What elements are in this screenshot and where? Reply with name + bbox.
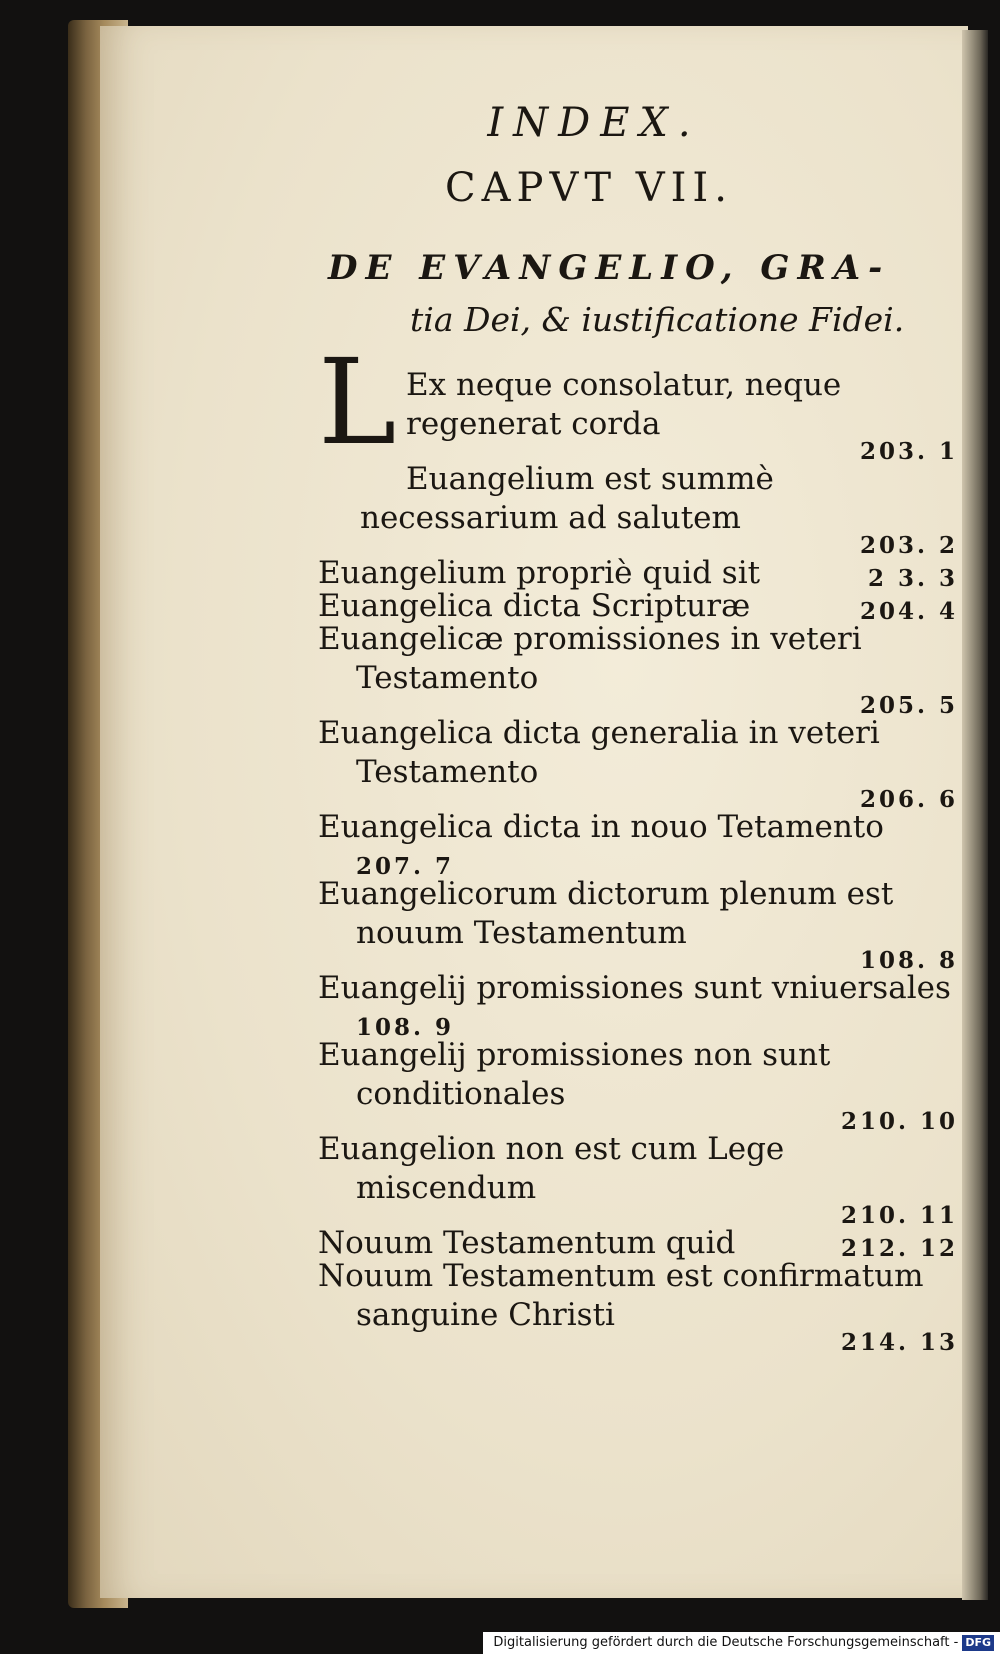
chapter-title-line-2: tia Dei, & iustificatione Fidei. [410,300,905,339]
book-gutter [962,30,988,1600]
entry-page-ref: 203. 2 [859,532,958,559]
index-entry [318,1036,962,1135]
entry-page-ref: 214. 13 [840,1329,958,1356]
running-head: INDEX. [487,100,701,146]
index-entry [318,366,962,465]
entry-text: Euangelica dicta Scripturæ [318,588,751,624]
credit-text: Digitalisierung gefördert durch die Deutsche Forschungsgemeinschaft - [493,1635,959,1650]
entry-text: Nouum Testamentum est confirmatum sanguine Christi [318,1258,924,1333]
entry-text: Euangelij promissiones non sunt conditionales [318,1037,831,1112]
entry-page-ref: 108. 8 [859,947,958,974]
entry-page-ref: 204. 4 [859,598,958,625]
index-entry [318,1257,962,1356]
entry-text: Euangelion non est cum Lege miscendum [318,1131,785,1206]
index-entry [318,714,962,813]
entry-page-ref: 212. 12 [840,1235,958,1262]
index-entry [318,1224,962,1262]
entry-text: Euangelij promissiones sunt vniuersales [318,970,951,1006]
entry-text: Euangelica dicta generalia in veteri Testamento [318,715,880,790]
entry-page-ref: 207. 7 [356,853,455,880]
entry-page-ref: 2 3. 3 [867,565,958,592]
index-entry [318,1130,962,1229]
entry-text: Ex neque consolatur, neque regenerat corda [406,367,842,442]
chapter-title [328,242,964,346]
index-entry [318,808,962,880]
index-entry [318,969,962,1041]
entry-text: Euangelium est summè necessarium ad salutem [360,461,774,536]
entry-page-ref: 205. 5 [859,692,958,719]
index-entry [318,587,962,625]
entry-text: Euangelicæ promissiones in veteri Testamento [318,621,862,696]
dfg-logo: DFG [962,1635,994,1651]
entry-page-ref: 108. 9 [356,1014,455,1041]
drop-cap: L [318,333,397,471]
index-entries [318,366,962,1356]
entry-page-ref: 206. 6 [859,786,958,813]
entry-text: Euangelium propriè quid sit [318,555,761,591]
entry-page-ref: 210. 11 [840,1202,958,1229]
chapter-heading: CAPVT VII. [445,165,733,211]
index-entry [318,620,962,719]
entry-text: Euangelica dicta in nouo Tetamento [318,809,884,845]
entry-page-ref: 203. 1 [859,438,958,465]
chapter-title-line-1: DE EVANGELIO, GRA- [328,248,891,288]
index-entry [318,875,962,974]
digitization-credit [483,1632,1000,1654]
index-entry [318,460,962,559]
entry-page-ref: 210. 10 [840,1108,958,1135]
index-entry [318,554,962,592]
entry-text: Nouum Testamentum quid [318,1225,736,1261]
entry-text: Euangelicorum dictorum plenum est nouum Testamentum [318,876,894,951]
